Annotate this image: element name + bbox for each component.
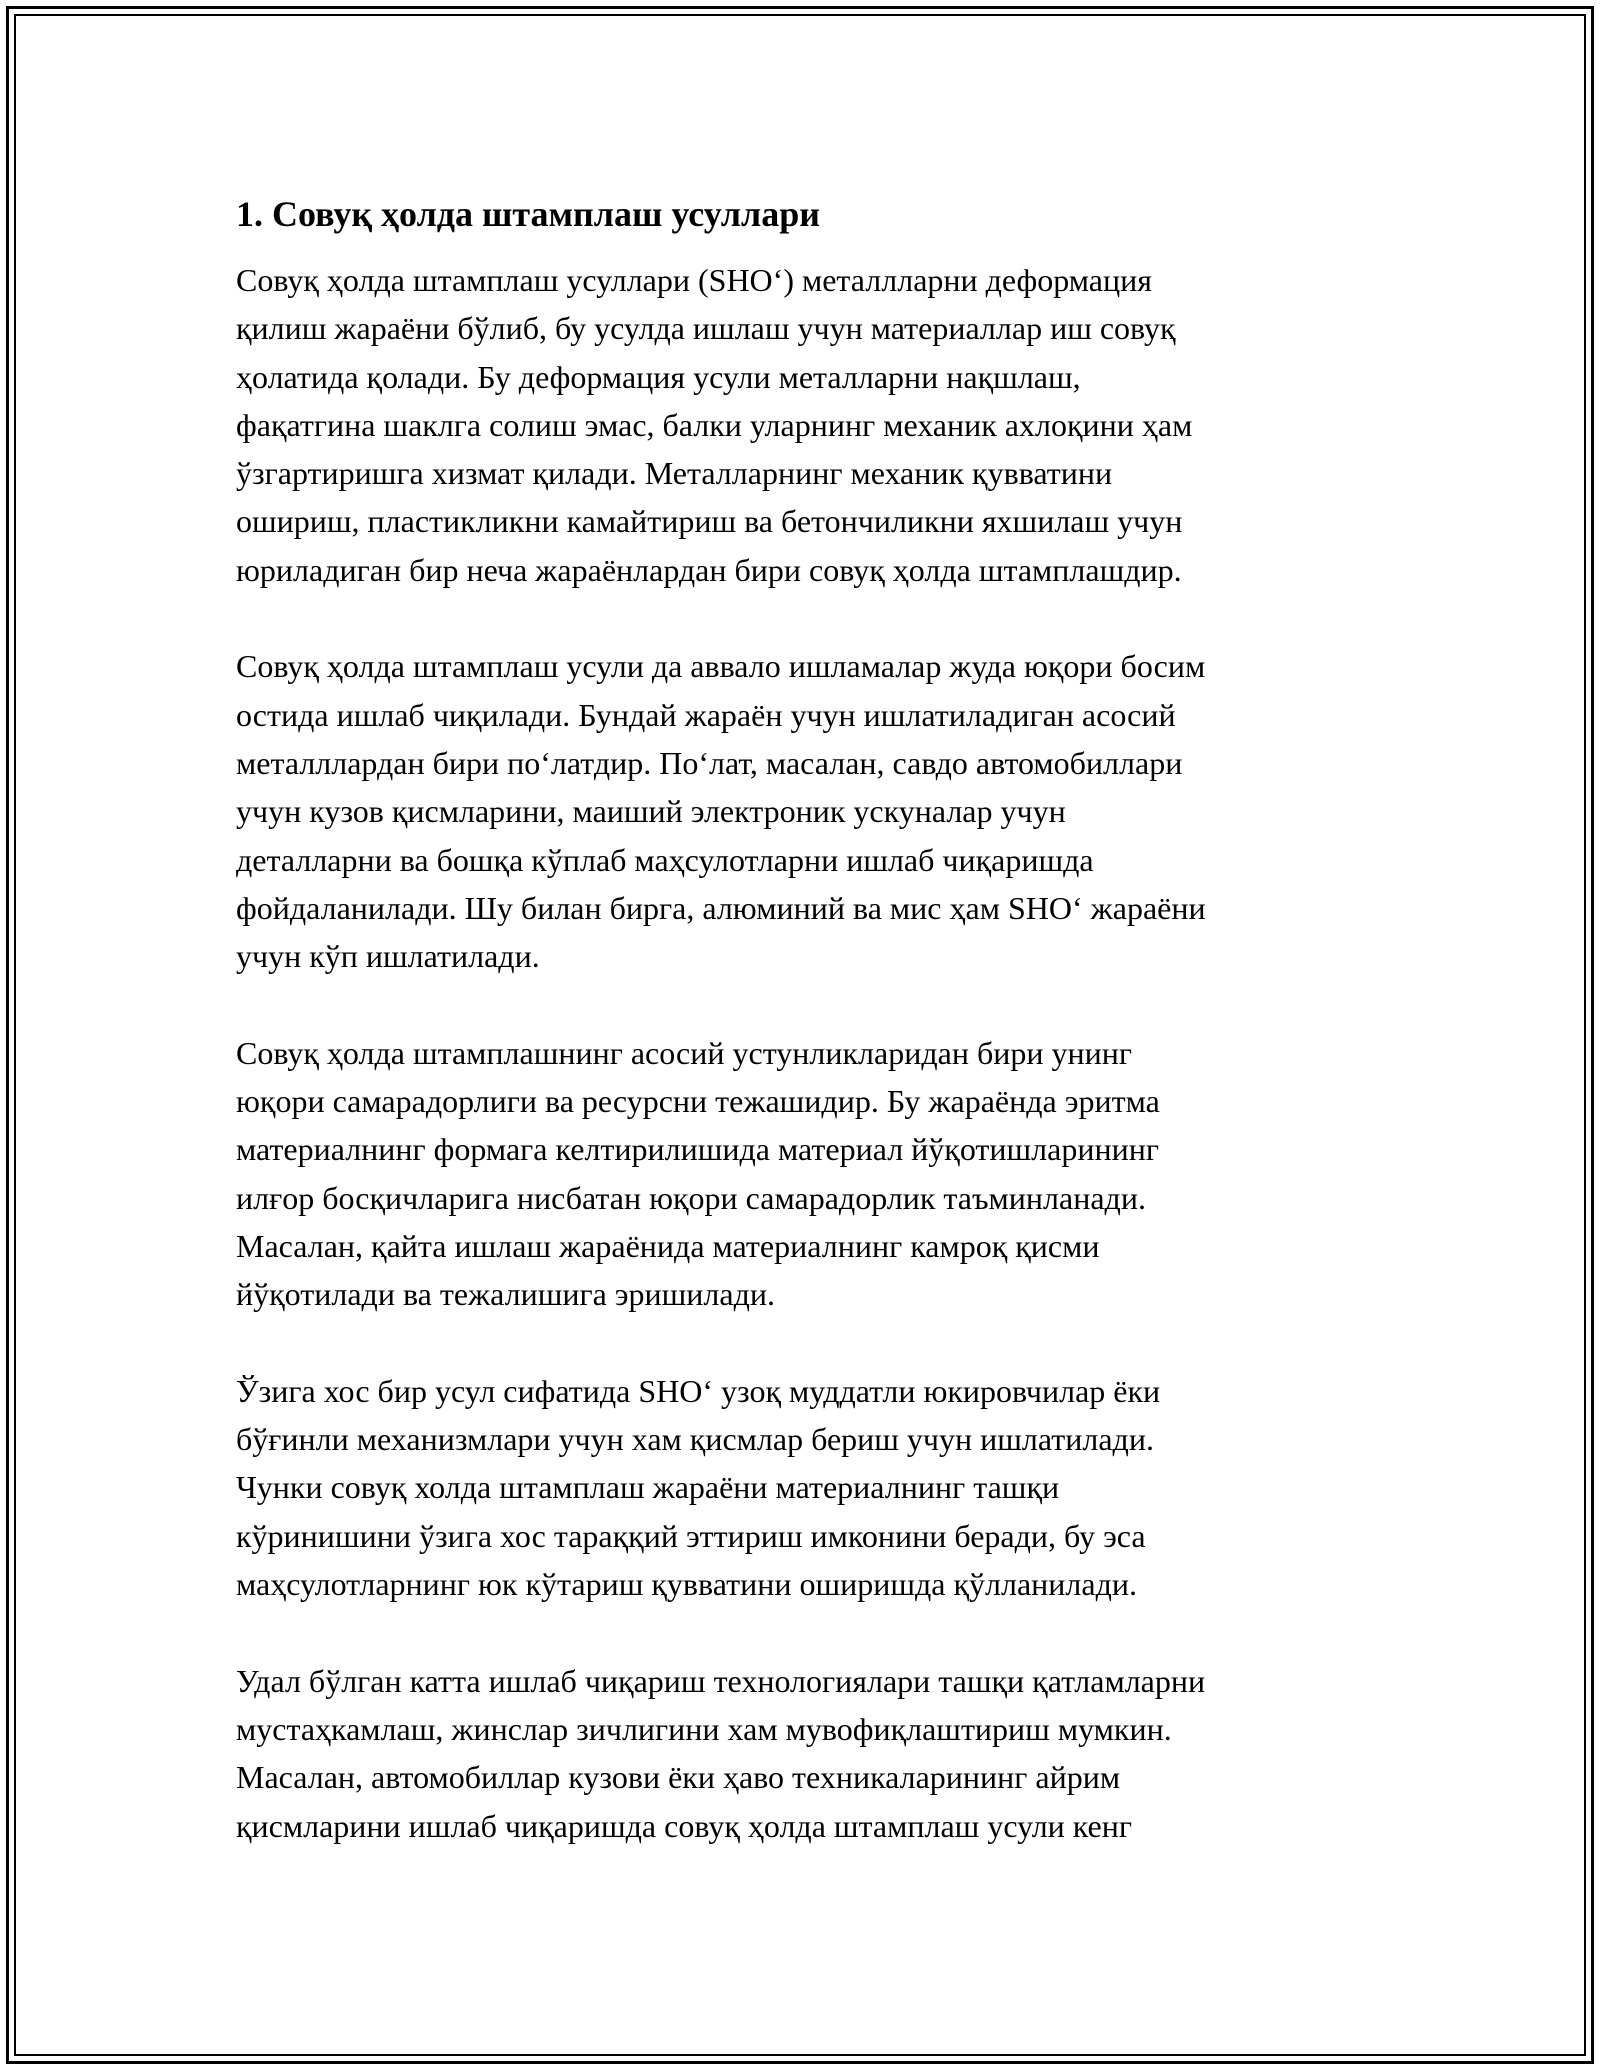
text-line: Ўзига хос бир усул сифатида SHO‘ узоқ муддатли юкировчилар ёки [236, 1372, 1161, 1409]
text-line: қисмларини ишлаб чиқаришда совуқ ҳолда штамплаш усули кенг [236, 1807, 1132, 1844]
paragraph-3 [236, 1029, 1366, 1319]
paragraph-5 [236, 1657, 1366, 1850]
document-body [236, 188, 1366, 1898]
text-line: бўғинли механизмлари учун хам қисмлар бериш учун ишлатилади. [236, 1421, 1154, 1458]
text-line: йўқотилади ва тежалишига эришилади. [236, 1276, 775, 1313]
text-line: Совуқ ҳолда штамплаш усули да аввало ишламалар жуда юқори босим [236, 648, 1206, 685]
text-line: кўринишини ўзига хос тараққий эттириш имконини беради, бу эса [236, 1517, 1146, 1554]
text-line: остида ишлаб чиқилади. Бундай жараён учун ишлатиладиган асосий [236, 696, 1176, 733]
text-line: Совуқ ҳолда штамплашнинг асосий устунликларидан бири унинг [236, 1034, 1132, 1071]
text-line: Совуқ ҳолда штамплаш усуллари (SHO‘) металлларни деформация [236, 262, 1152, 298]
text-line: Чунки совуқ холда штамплаш жараёни материалнинг ташқи [236, 1469, 1060, 1506]
paragraph-1 [236, 256, 1366, 594]
text-line: Масалан, қайта ишлаш жараёнида материалнинг камроқ қисми [236, 1227, 1100, 1264]
text-line: деталларни ва бошқа кўплаб маҳсулотларни ишлаб чиқаришда [236, 841, 1094, 878]
paragraph-4 [236, 1367, 1366, 1608]
text-line: ҳолатида қолади. Бу деформация усули металларни нақшлаш, [236, 358, 1081, 395]
text-line: илғор босқичларига нисбатан юқори самарадорлик таъминланади. [236, 1179, 1146, 1216]
text-line: материалнинг формага келтирилишида материал йўқотишларининг [236, 1131, 1159, 1168]
text-line: ошириш, пластикликни камайтириш ва бетончиликни яхшилаш учун [236, 503, 1183, 540]
text-line: юриладиган бир неча жараёнлардан бири совуқ ҳолда штамплашдир. [236, 551, 1182, 588]
text-line: юқори самарадорлиги ва ресурсни тежашидир. Бу жараёнда эритма [236, 1083, 1160, 1120]
text-line: ўзгартиришга хизмат қилади. Металларнинг механик қувватини [236, 455, 1113, 492]
text-line: Удал бўлган катта ишлаб чиқариш технологиялари ташқи қатламларни [236, 1662, 1206, 1699]
section-heading: 1. Совуқ ҳолда штамплаш усуллари [236, 194, 821, 234]
text-line: мустаҳкамлаш, жинслар зичлигини хам мувофиқлаштириш мумкин. [236, 1710, 1172, 1747]
text-line: учун кўп ишлатилади. [236, 938, 540, 975]
paragraph-2 [236, 642, 1366, 980]
text-line: фойдаланилади. Шу билан бирга, алюминий ва мис ҳам SHO‘ жараёни [236, 889, 1206, 926]
text-line: Масалан, автомобиллар кузови ёки ҳаво техникаларининг айрим [236, 1759, 1121, 1796]
text-line: учун кузов қисмларини, маиший электроник ускуналар учун [236, 793, 1066, 830]
text-line: қилиш жараёни бўлиб, бу усулда ишлаш учун материаллар иш совуқ [236, 310, 1176, 347]
text-line: металллардан бири по‘латдир. По‘лат, масалан, савдо автомобиллари [236, 744, 1183, 781]
text-line: фақатгина шаклга солиш эмас, балки уларнинг механик ахлоқини ҳам [236, 406, 1193, 443]
text-line: маҳсулотларнинг юк кўтариш қувватини оширишда қўлланилади. [236, 1566, 1137, 1603]
